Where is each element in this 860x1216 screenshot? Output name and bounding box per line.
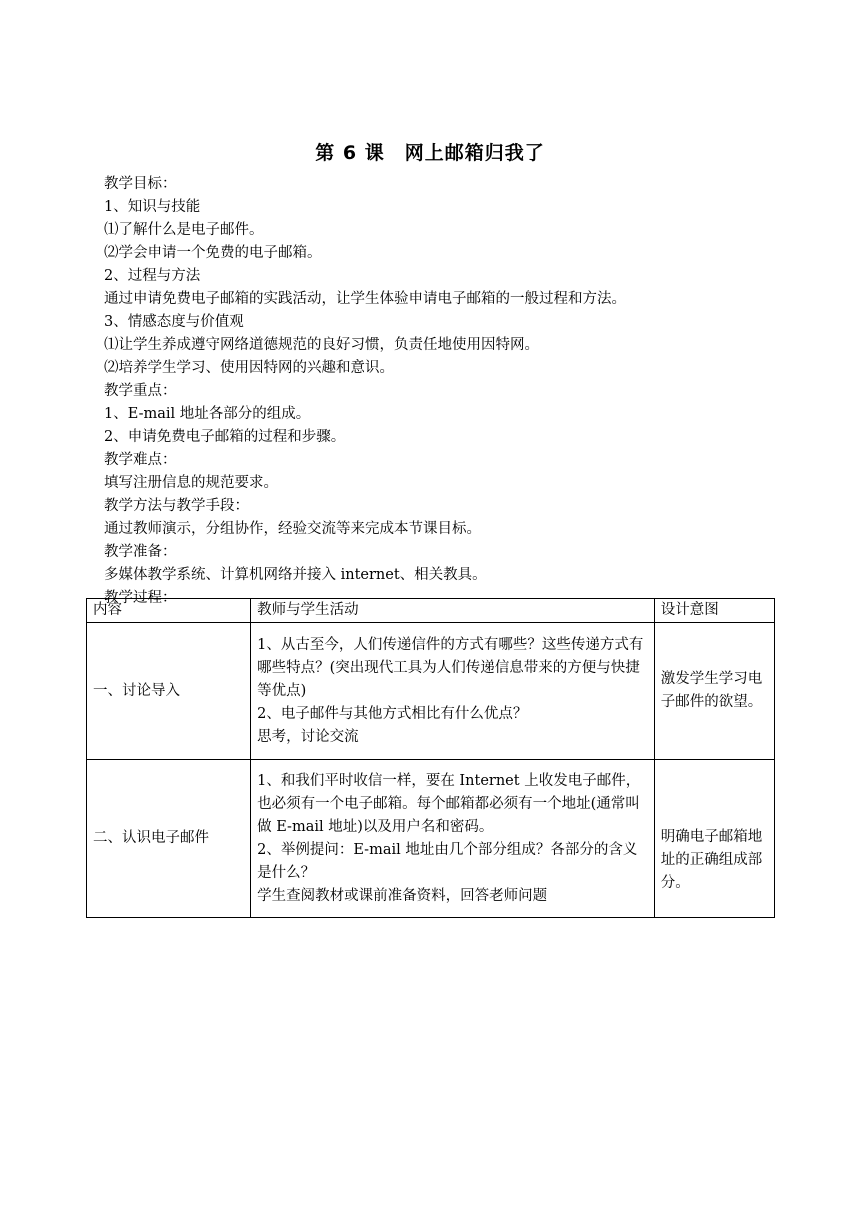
lesson-body bbox=[104, 173, 784, 610]
preparation-heading: 教学准备： bbox=[104, 544, 177, 560]
objective-line: ⑵学会申请一个免费的电子邮箱。 bbox=[104, 245, 322, 261]
row-content: 一、讨论导入 bbox=[87, 623, 251, 760]
objective-line: ⑵培养学生学习、使用因特网的兴趣和意识。 bbox=[104, 360, 394, 376]
objective-line: ⑴让学生养成遵守网络道德规范的良好习惯，负责任地使用因特网。 bbox=[104, 337, 539, 353]
header-activity: 教师与学生活动 bbox=[251, 599, 655, 623]
activity-line: 1、从古至今，人们传递信件的方式有哪些？这些传递方式有哪些特点？(突出现代工具为人们传递信息带来的方便与快捷等优点) bbox=[257, 636, 644, 699]
table-header-row bbox=[87, 599, 775, 623]
table-row bbox=[87, 760, 775, 918]
row-content: 二、认识电子邮件 bbox=[87, 760, 251, 918]
activity-line: 学生查阅教材或课前准备资料，回答老师问题 bbox=[257, 887, 548, 904]
difficulty-heading: 教学难点： bbox=[104, 452, 177, 468]
activity-line: 2、举例提问：E-mail 地址由几个部分组成？各部分的含义是什么？ bbox=[257, 841, 638, 881]
section-process-method: 2、过程与方法 bbox=[104, 268, 201, 284]
key-points-heading: 教学重点： bbox=[104, 383, 177, 399]
preparation-line: 多媒体教学系统、计算机网络并接入 internet、相关教具。 bbox=[104, 567, 487, 583]
objective-line: ⑴了解什么是电子邮件。 bbox=[104, 222, 264, 238]
section-knowledge-skills: 1、知识与技能 bbox=[104, 199, 201, 215]
activity-line: 思考，讨论交流 bbox=[257, 728, 359, 745]
section-attitude-values: 3、情感态度与价值观 bbox=[104, 314, 244, 330]
teaching-process-table bbox=[86, 598, 775, 918]
difficulty-line: 填写注册信息的规范要求。 bbox=[104, 475, 278, 491]
header-intent: 设计意图 bbox=[654, 599, 774, 623]
process-heading: 教学过程： bbox=[104, 590, 177, 606]
header-content: 内容 bbox=[87, 599, 251, 623]
key-point-line: 2、申请免费电子邮箱的过程和步骤。 bbox=[104, 429, 346, 445]
objectives-heading: 教学目标： bbox=[104, 176, 177, 192]
row-activity bbox=[251, 760, 655, 918]
methods-line: 通过教师演示，分组协作，经验交流等来完成本节课目标。 bbox=[104, 521, 481, 537]
activity-line: 1、和我们平时收信一样，要在 Internet 上收发电子邮件，也必须有一个电子邮箱。每个邮箱都必须有一个地址(通常叫做 E-mail 地址)以及用户名和密码。 bbox=[257, 772, 641, 835]
activity-line: 2、电子邮件与其他方式相比有什么优点？ bbox=[257, 705, 528, 722]
lesson-title: 第 6 课 网上邮箱归我了 bbox=[315, 142, 545, 164]
methods-heading: 教学方法与教学手段： bbox=[104, 498, 249, 514]
objective-line: 通过申请免费电子邮箱的实践活动，让学生体验申请电子邮箱的一般过程和方法。 bbox=[104, 291, 626, 307]
key-point-line: 1、E-mail 地址各部分的组成。 bbox=[104, 406, 311, 422]
table-row bbox=[87, 623, 775, 760]
row-intent: 明确电子邮箱地址的正确组成部分。 bbox=[654, 760, 774, 918]
row-intent: 激发学生学习电子邮件的欲望。 bbox=[654, 623, 774, 760]
row-activity bbox=[251, 623, 655, 760]
